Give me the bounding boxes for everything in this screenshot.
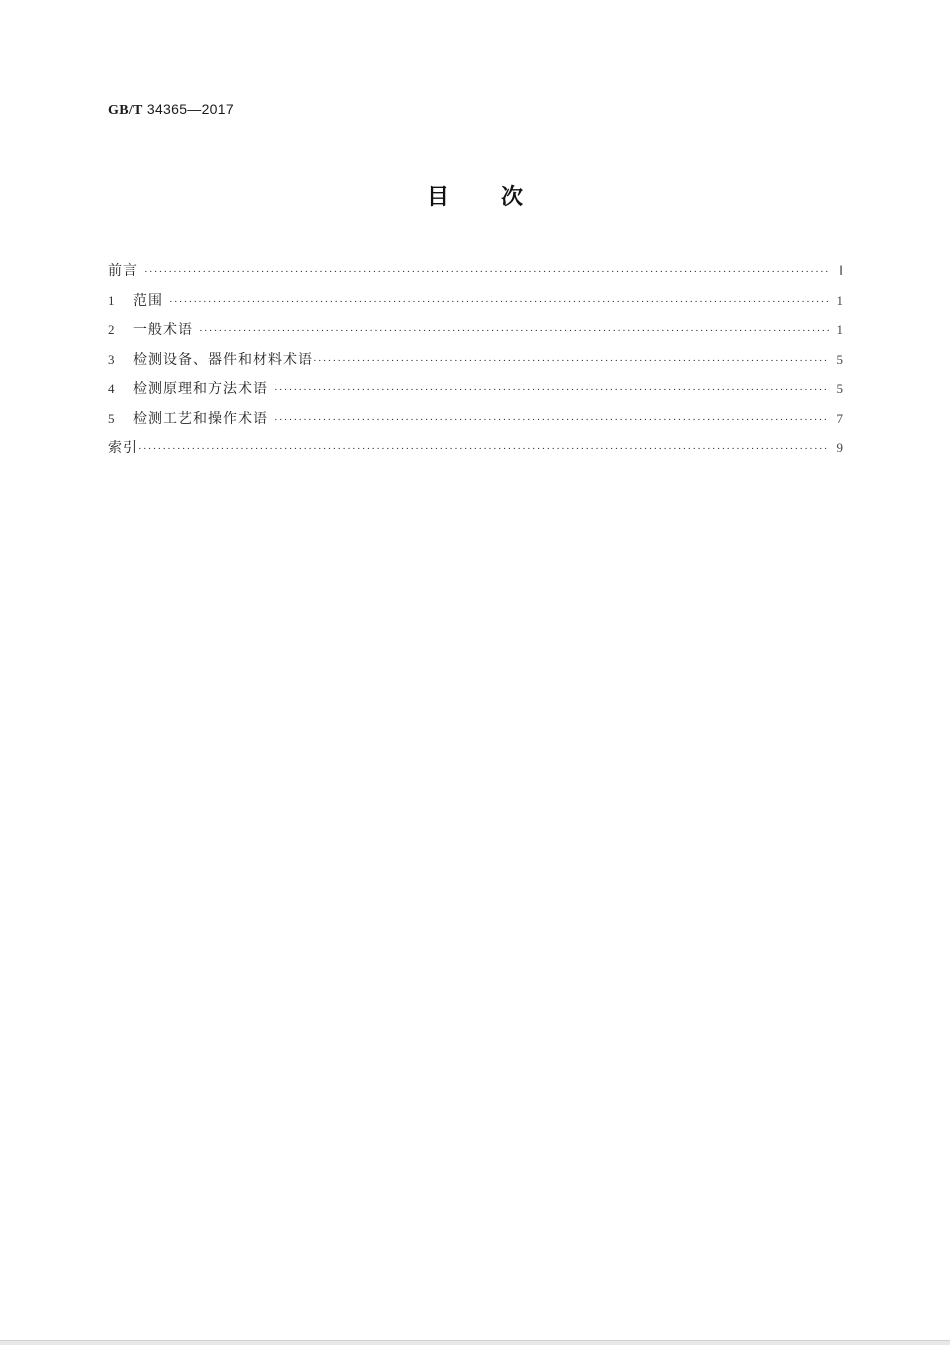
toc-leader-dots <box>274 384 829 396</box>
standard-number: 34365—2017 <box>146 101 234 117</box>
standard-code <box>108 101 234 119</box>
toc-entry-page: Ⅰ <box>839 263 843 278</box>
toc-entry-label: 索引 <box>108 440 138 456</box>
toc-entry-page: 5 <box>836 351 843 367</box>
toc-entry-label: 检测设备、器件和材料术语 <box>133 351 313 368</box>
toc-leader-dots <box>144 266 829 278</box>
toc-entry-number: 2 <box>108 322 115 337</box>
toc-entry-page: 1 <box>836 322 843 337</box>
toc-entry-label: 一般术语 <box>133 322 193 338</box>
toc-entry-page: 1 <box>836 292 843 308</box>
toc-entry-number: 3 <box>108 351 115 367</box>
toc-entry-general-terms[interactable] <box>108 319 843 349</box>
toc-leader-dots <box>138 443 829 455</box>
toc-entry-number: 5 <box>108 410 115 426</box>
standard-prefix: GB/T <box>108 103 143 118</box>
toc-leader-dots <box>274 414 829 426</box>
toc-entry-label: 前言 <box>108 263 138 279</box>
toc-entry-scope[interactable] <box>108 290 843 320</box>
page-bottom-edge <box>0 1340 950 1345</box>
toc-entry-process-terms[interactable] <box>108 408 843 438</box>
page-title: 目次 <box>426 185 575 210</box>
toc-entry-page: 7 <box>836 410 843 426</box>
toc-entry-number: 1 <box>108 292 115 308</box>
toc-entry-number: 4 <box>108 381 115 396</box>
toc-entry-principle-terms[interactable] <box>108 378 843 408</box>
toc-entry-label: 范围 <box>133 292 163 309</box>
toc-entry-page: 5 <box>836 381 843 396</box>
toc-entry-foreword[interactable] <box>108 260 843 290</box>
toc-entry-label: 检测原理和方法术语 <box>133 381 268 397</box>
toc-entry-page: 9 <box>836 440 843 455</box>
toc-entry-equipment-terms[interactable] <box>108 349 843 379</box>
toc-entry-label: 检测工艺和操作术语 <box>133 410 268 427</box>
toc-leader-dots <box>169 296 829 308</box>
table-of-contents <box>108 260 843 467</box>
toc-entry-index[interactable] <box>108 437 843 467</box>
toc-leader-dots <box>199 325 829 337</box>
toc-leader-dots <box>313 355 829 367</box>
